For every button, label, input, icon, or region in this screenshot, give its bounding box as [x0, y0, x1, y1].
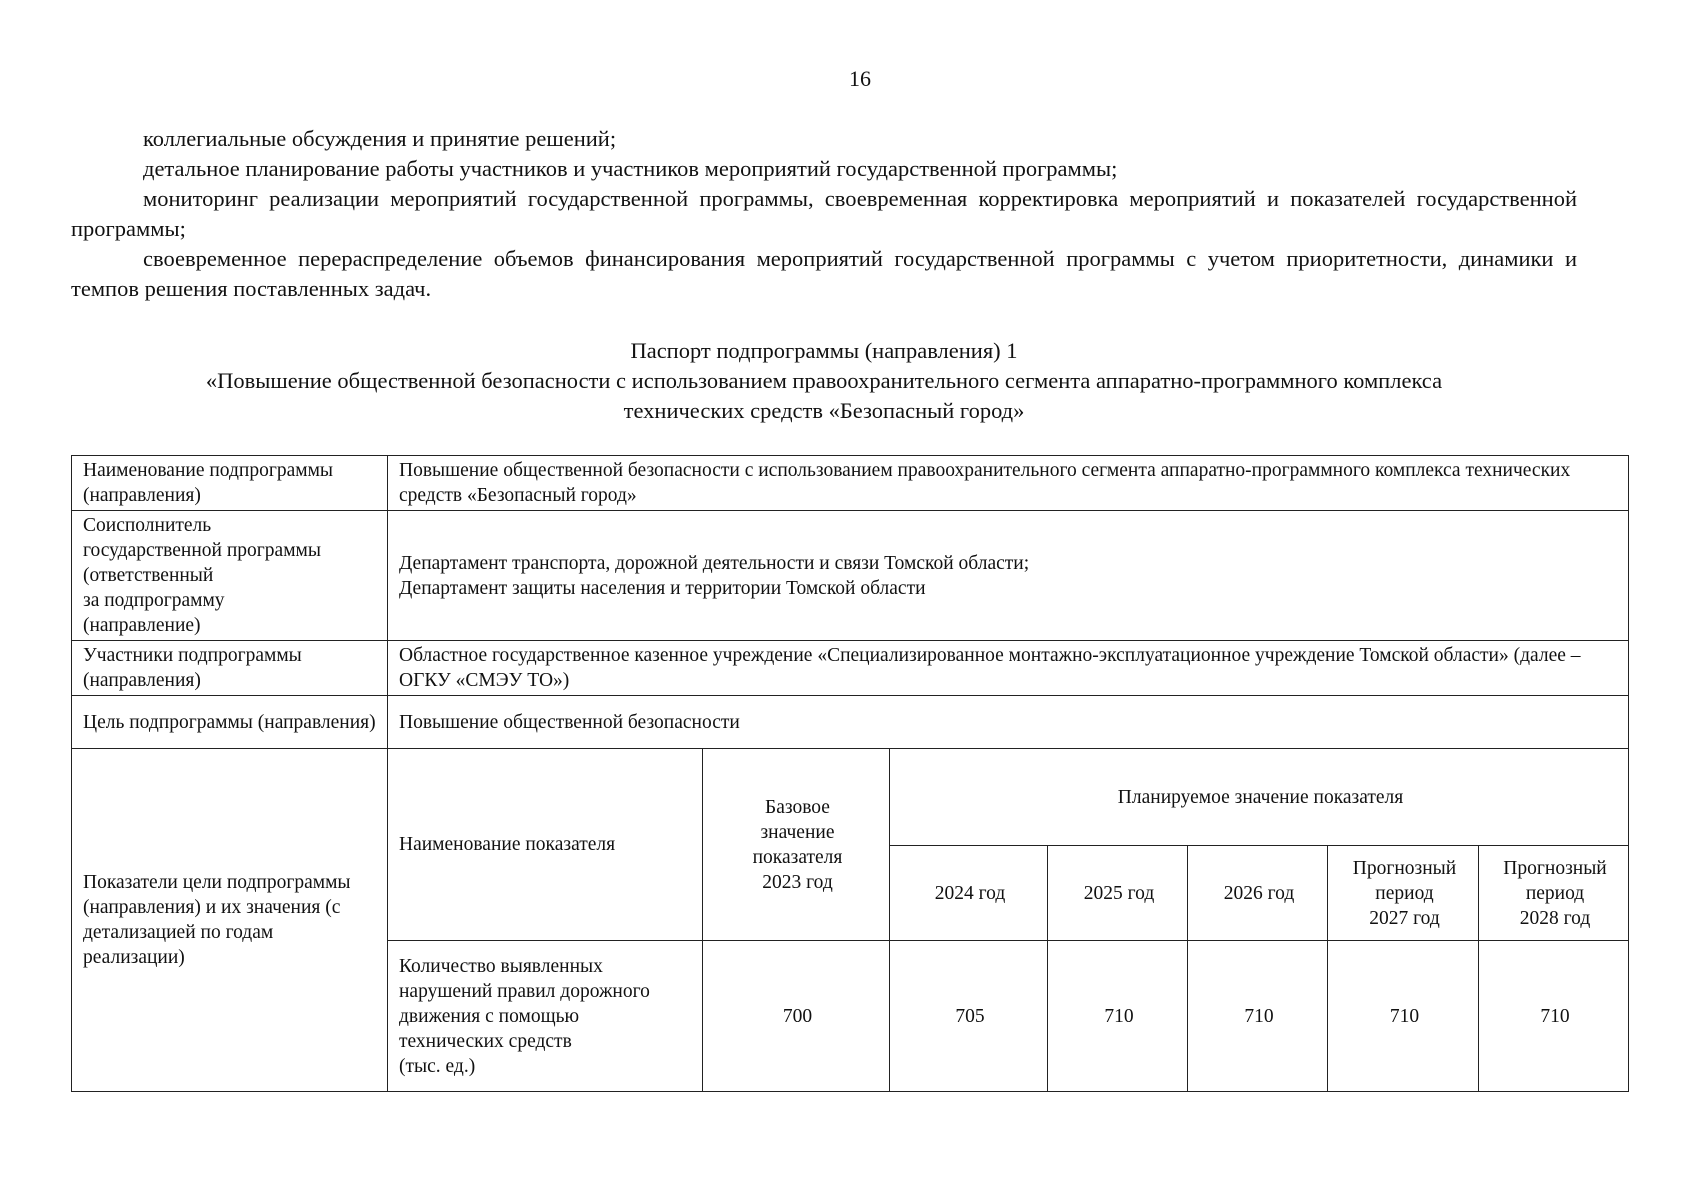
passport-title-line: «Повышение общественной безопасности с использованием правоохранительного сегмента аппаратно-программного комплекса — [205, 368, 1443, 393]
row-value: Повышение общественной безопасности — [388, 696, 1629, 749]
row-label: Участники подпрограммы (направления) — [72, 641, 388, 696]
year-header: 2026 год — [1188, 846, 1328, 941]
row-value: Областное государственное казенное учреждение «Специализированное монтажно-эксплуатационное учреждение Томской области» (далее – ОГКУ «СМЭУ ТО») — [388, 641, 1629, 696]
table-row-goal — [72, 696, 1629, 749]
year-header: Прогнозный период 2027 год — [1328, 846, 1479, 941]
intro-paragraph: своевременное перераспределение объемов финансирования мероприятий государственной программы с учетом приоритетности, динамики и темпов решения поставленных задач. — [71, 246, 1577, 301]
row-label: Соисполнитель государственной программы (ответственный за подпрограмму (направление) — [72, 511, 388, 641]
year-header: Прогнозный период 2028 год — [1479, 846, 1629, 941]
passport-title-line: Паспорт подпрограммы (направления) 1 — [630, 338, 1018, 363]
indicator-name: Количество выявленных нарушений правил дорожного движения с помощью технических средств (тыс. ед.) — [388, 941, 703, 1092]
year-header: 2024 год — [890, 846, 1048, 941]
passport-title-line: технических средств «Безопасный город» — [623, 398, 1025, 423]
intro-paragraph: детальное планирование работы участников и участников мероприятий государственной программы; — [143, 156, 1118, 181]
planned-value-header: Планируемое значение показателя — [890, 749, 1629, 846]
planned-value: 710 — [1188, 941, 1328, 1092]
table-row-participants — [72, 641, 1629, 696]
page-number: 16 — [849, 66, 871, 91]
table-row-indicators-header — [72, 749, 1629, 846]
intro-text — [71, 124, 1577, 304]
passport-title — [71, 336, 1577, 426]
planned-value: 710 — [1479, 941, 1629, 1092]
passport-table — [71, 455, 1629, 1092]
table-row-coexecutor — [72, 511, 1629, 641]
row-label: Наименование подпрограммы (направления) — [72, 456, 388, 511]
planned-value: 710 — [1048, 941, 1188, 1092]
row-value: Повышение общественной безопасности с использованием правоохранительного сегмента аппаратно-программного комплекса технических средств «Безопасный город» — [388, 456, 1629, 511]
planned-value: 710 — [1328, 941, 1479, 1092]
planned-value: 705 — [890, 941, 1048, 1092]
intro-paragraph: мониторинг реализации мероприятий государственной программы, своевременная корректировка мероприятий и показателей государственной программы; — [71, 186, 1577, 241]
base-value-header: Базовое значение показателя 2023 год — [703, 749, 890, 941]
intro-paragraph: коллегиальные обсуждения и принятие решений; — [143, 126, 617, 151]
base-value: 700 — [703, 941, 890, 1092]
table-row-name — [72, 456, 1629, 511]
year-header: 2025 год — [1048, 846, 1188, 941]
row-label: Показатели цели подпрограммы (направления) и их значения (с детализацией по годам реализации) — [72, 749, 388, 1092]
indicator-name-header: Наименование показателя — [388, 749, 703, 941]
row-label: Цель подпрограммы (направления) — [72, 696, 388, 749]
row-value: Департамент транспорта, дорожной деятельности и связи Томской области; Департамент защиты населения и территории Томской области — [388, 511, 1629, 641]
